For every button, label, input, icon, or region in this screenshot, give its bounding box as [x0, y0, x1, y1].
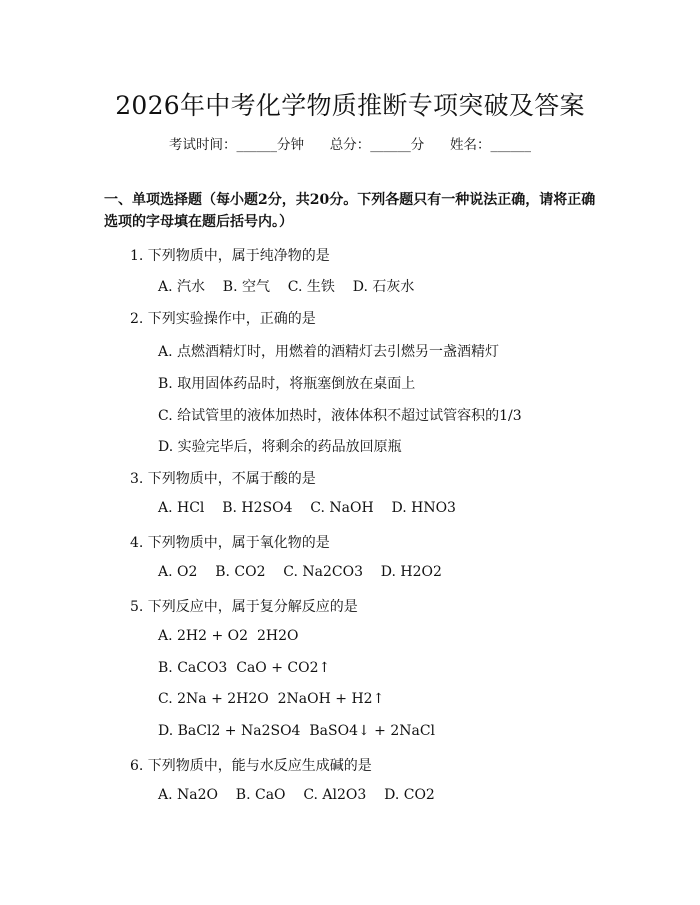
section-heading [104, 189, 604, 233]
question-5-option-b: B. CaCO3 CaO + CO2↑ [158, 660, 331, 676]
question-4: 4. 下列物质中，属于氧化物的是 [130, 535, 330, 551]
question-2: 2. 下列实验操作中，正确的是 [130, 311, 316, 327]
question-6: 6. 下列物质中，能与水反应生成碱的是 [130, 758, 372, 774]
section-heading-line-1: 一、单项选择题（每小题2分，共20分。下列各题只有一种说法正确，请将正确 [104, 192, 596, 208]
exam-info-line: 考试时间：______分钟 总分：______分 姓名：______ [169, 137, 531, 153]
question-4-options: A. O2 B. CO2 C. Na2CO3 D. H2O2 [158, 564, 442, 580]
question-6-options: A. Na2O B. CaO C. Al2O3 D. CO2 [158, 787, 435, 803]
page-title: 2026年中考化学物质推断专项突破及答案 [115, 91, 585, 120]
question-5: 5. 下列反应中，属于复分解反应的是 [130, 599, 358, 615]
question-1: 1. 下列物质中，属于纯净物的是 [130, 248, 330, 264]
question-2-option-c: C. 给试管里的液体加热时，液体体积不超过试管容积的1/3 [158, 408, 522, 424]
question-3: 3. 下列物质中，不属于酸的是 [130, 471, 316, 487]
question-2-option-a: A. 点燃酒精灯时，用燃着的酒精灯去引燃另一盏酒精灯 [158, 344, 500, 360]
question-2-option-b: B. 取用固体药品时，将瓶塞倒放在桌面上 [158, 376, 416, 392]
question-1-options: A. 汽水 B. 空气 C. 生铁 D. 石灰水 [158, 279, 415, 295]
section-heading-line-2: 选项的字母填在题后括号内。） [104, 214, 293, 230]
question-5-option-c: C. 2Na + 2H2O 2NaOH + H2↑ [158, 691, 385, 707]
question-5-option-a: A. 2H2 + O2 2H2O [158, 628, 299, 644]
question-2-option-d: D. 实验完毕后，将剩余的药品放回原瓶 [158, 439, 402, 455]
question-5-option-d: D. BaCl2 + Na2SO4 BaSO4↓ + 2NaCl [158, 723, 436, 739]
question-3-options: A. HCl B. H2SO4 C. NaOH D. HNO3 [158, 500, 456, 516]
